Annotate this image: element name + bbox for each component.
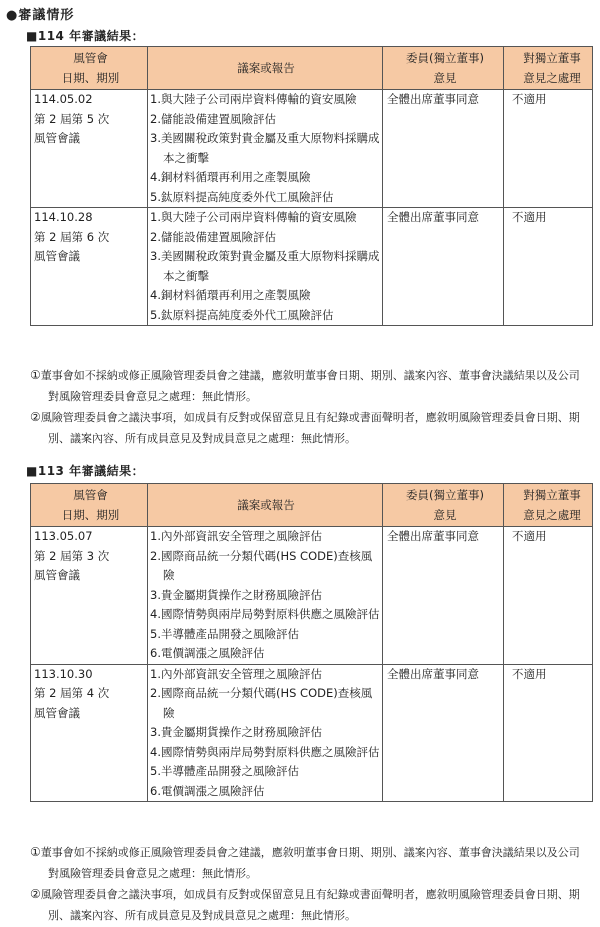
proposal-item: 2.儲能設備建置風險評估 [150,229,276,244]
notes-113 [30,842,585,926]
table-row [31,208,593,326]
proposal-item: 3.貴金屬期貨操作之財務風險評估 [150,725,322,739]
proposal-item: 4.國際情勢與兩岸局勢對原料供應之風險評估 [150,607,380,621]
section-title-113: ■113 年審議結果： [26,464,145,478]
proposal-item: 5.半導體產品開發之風險評估 [150,626,299,641]
proposal-item: 3.美國關稅政策對貴金屬及重大原物料採購成本之衝擊 [150,249,380,283]
proposal-item: 4.國際情勢與兩岸局勢對原料供應之風險評估 [150,744,380,759]
table-row [31,527,593,665]
proposal-item: 2.國際商品統一分類代碼(HS CODE)查核風險 [150,548,373,582]
note-item: ①董事會如不採納或修正風險管理委員會之建議，應敘明董事會日期、期別、議案內容、董事會決議結果以及公司對風險管理委員會意見之處理：無此情形。 [30,845,580,880]
meeting-cell: 114.05.02 第 2 屆第 5 次 風管會議 [31,90,148,208]
table-header-row [31,47,593,90]
note-item: ①董事會如不採納或修正風險管理委員會之建議，應敘明董事會日期、期別、議案內容、董事會決議結果以及公司對風險管理委員會意見之處理：無此情形。 [30,368,580,403]
header-proposal: 議案或報告 [148,484,383,527]
proposal-item: 5.鈦原料提高純度委外代工風險評估 [150,189,334,204]
header-meeting: 風管會 日期、期別 [31,484,148,527]
table-row [31,664,593,802]
proposal-item: 5.半導體產品開發之風險評估 [150,764,299,778]
opinion-cell: 全體出席董事同意 [383,208,504,326]
proposal-item: 6.電價調漲之風險評估 [150,783,265,798]
table-header-row [31,484,593,527]
proposal-item: 1.內外部資訊安全管理之風險評估 [150,529,322,543]
proposal-item: 6.電價調漲之風險評估 [150,646,265,660]
header-handling: 對獨立董事 意見之處理 [504,47,593,90]
proposal-item: 1.與大陸子公司兩岸資料傳輸的資安風險 [150,210,357,224]
proposal-cell [148,664,383,802]
header-proposal: 議案或報告 [148,47,383,90]
section-title-114: ■114 年審議結果： [26,29,145,43]
handling-cell: 不適用 [504,208,593,326]
meeting-cell: 114.10.28 第 2 屆第 6 次 風管會議 [31,208,148,326]
handling-cell: 不適用 [504,664,593,802]
review-table-114 [30,46,593,326]
section-heading: ●審議情形 [6,8,75,23]
proposal-item: 3.貴金屬期貨操作之財務風險評估 [150,587,322,602]
review-table-113 [30,483,593,802]
proposal-item: 3.美國關稅政策對貴金屬及重大原物料採購成本之衝擊 [150,131,380,165]
header-opinion: 委員(獨立董事) 意見 [383,484,504,527]
proposal-cell [148,527,383,665]
handling-cell: 不適用 [504,527,593,665]
proposal-item: 4.銅材料循環再利用之產製風險 [150,170,311,184]
proposal-item: 1.與大陸子公司兩岸資料傳輸的資安風險 [150,92,357,106]
proposal-cell [148,90,383,208]
proposal-item: 1.內外部資訊安全管理之風險評估 [150,666,322,681]
meeting-cell: 113.10.30 第 2 屆第 4 次 風管會議 [31,664,148,802]
meeting-cell: 113.05.07 第 2 屆第 3 次 風管會議 [31,527,148,665]
proposal-item: 5.鈦原料提高純度委外代工風險評估 [150,307,334,322]
opinion-cell: 全體出席董事同意 [383,664,504,802]
note-item: ②風險管理委員會之議決事項，如成員有反對或保留意見且有紀錄或書面聲明者，應敘明風險管理委員會日期、期別、議案內容、所有成員意見及對成員意見之處理：無此情形。 [30,410,580,445]
proposal-item: 2.儲能設備建置風險評估 [150,111,276,126]
header-opinion: 委員(獨立董事) 意見 [383,47,504,90]
proposal-item: 2.國際商品統一分類代碼(HS CODE)查核風險 [150,686,373,720]
opinion-cell: 全體出席董事同意 [383,527,504,665]
proposal-item: 4.銅材料循環再利用之產製風險 [150,288,311,302]
note-item: ②風險管理委員會之議決事項，如成員有反對或保留意見且有紀錄或書面聲明者，應敘明風險管理委員會日期、期別、議案內容、所有成員意見及對成員意見之處理：無此情形。 [30,887,580,922]
header-handling: 對獨立董事 意見之處理 [504,484,593,527]
proposal-cell [148,208,383,326]
notes-114 [30,365,585,449]
table-row [31,90,593,208]
header-meeting: 風管會 日期、期別 [31,47,148,90]
opinion-cell: 全體出席董事同意 [383,90,504,208]
handling-cell: 不適用 [504,90,593,208]
